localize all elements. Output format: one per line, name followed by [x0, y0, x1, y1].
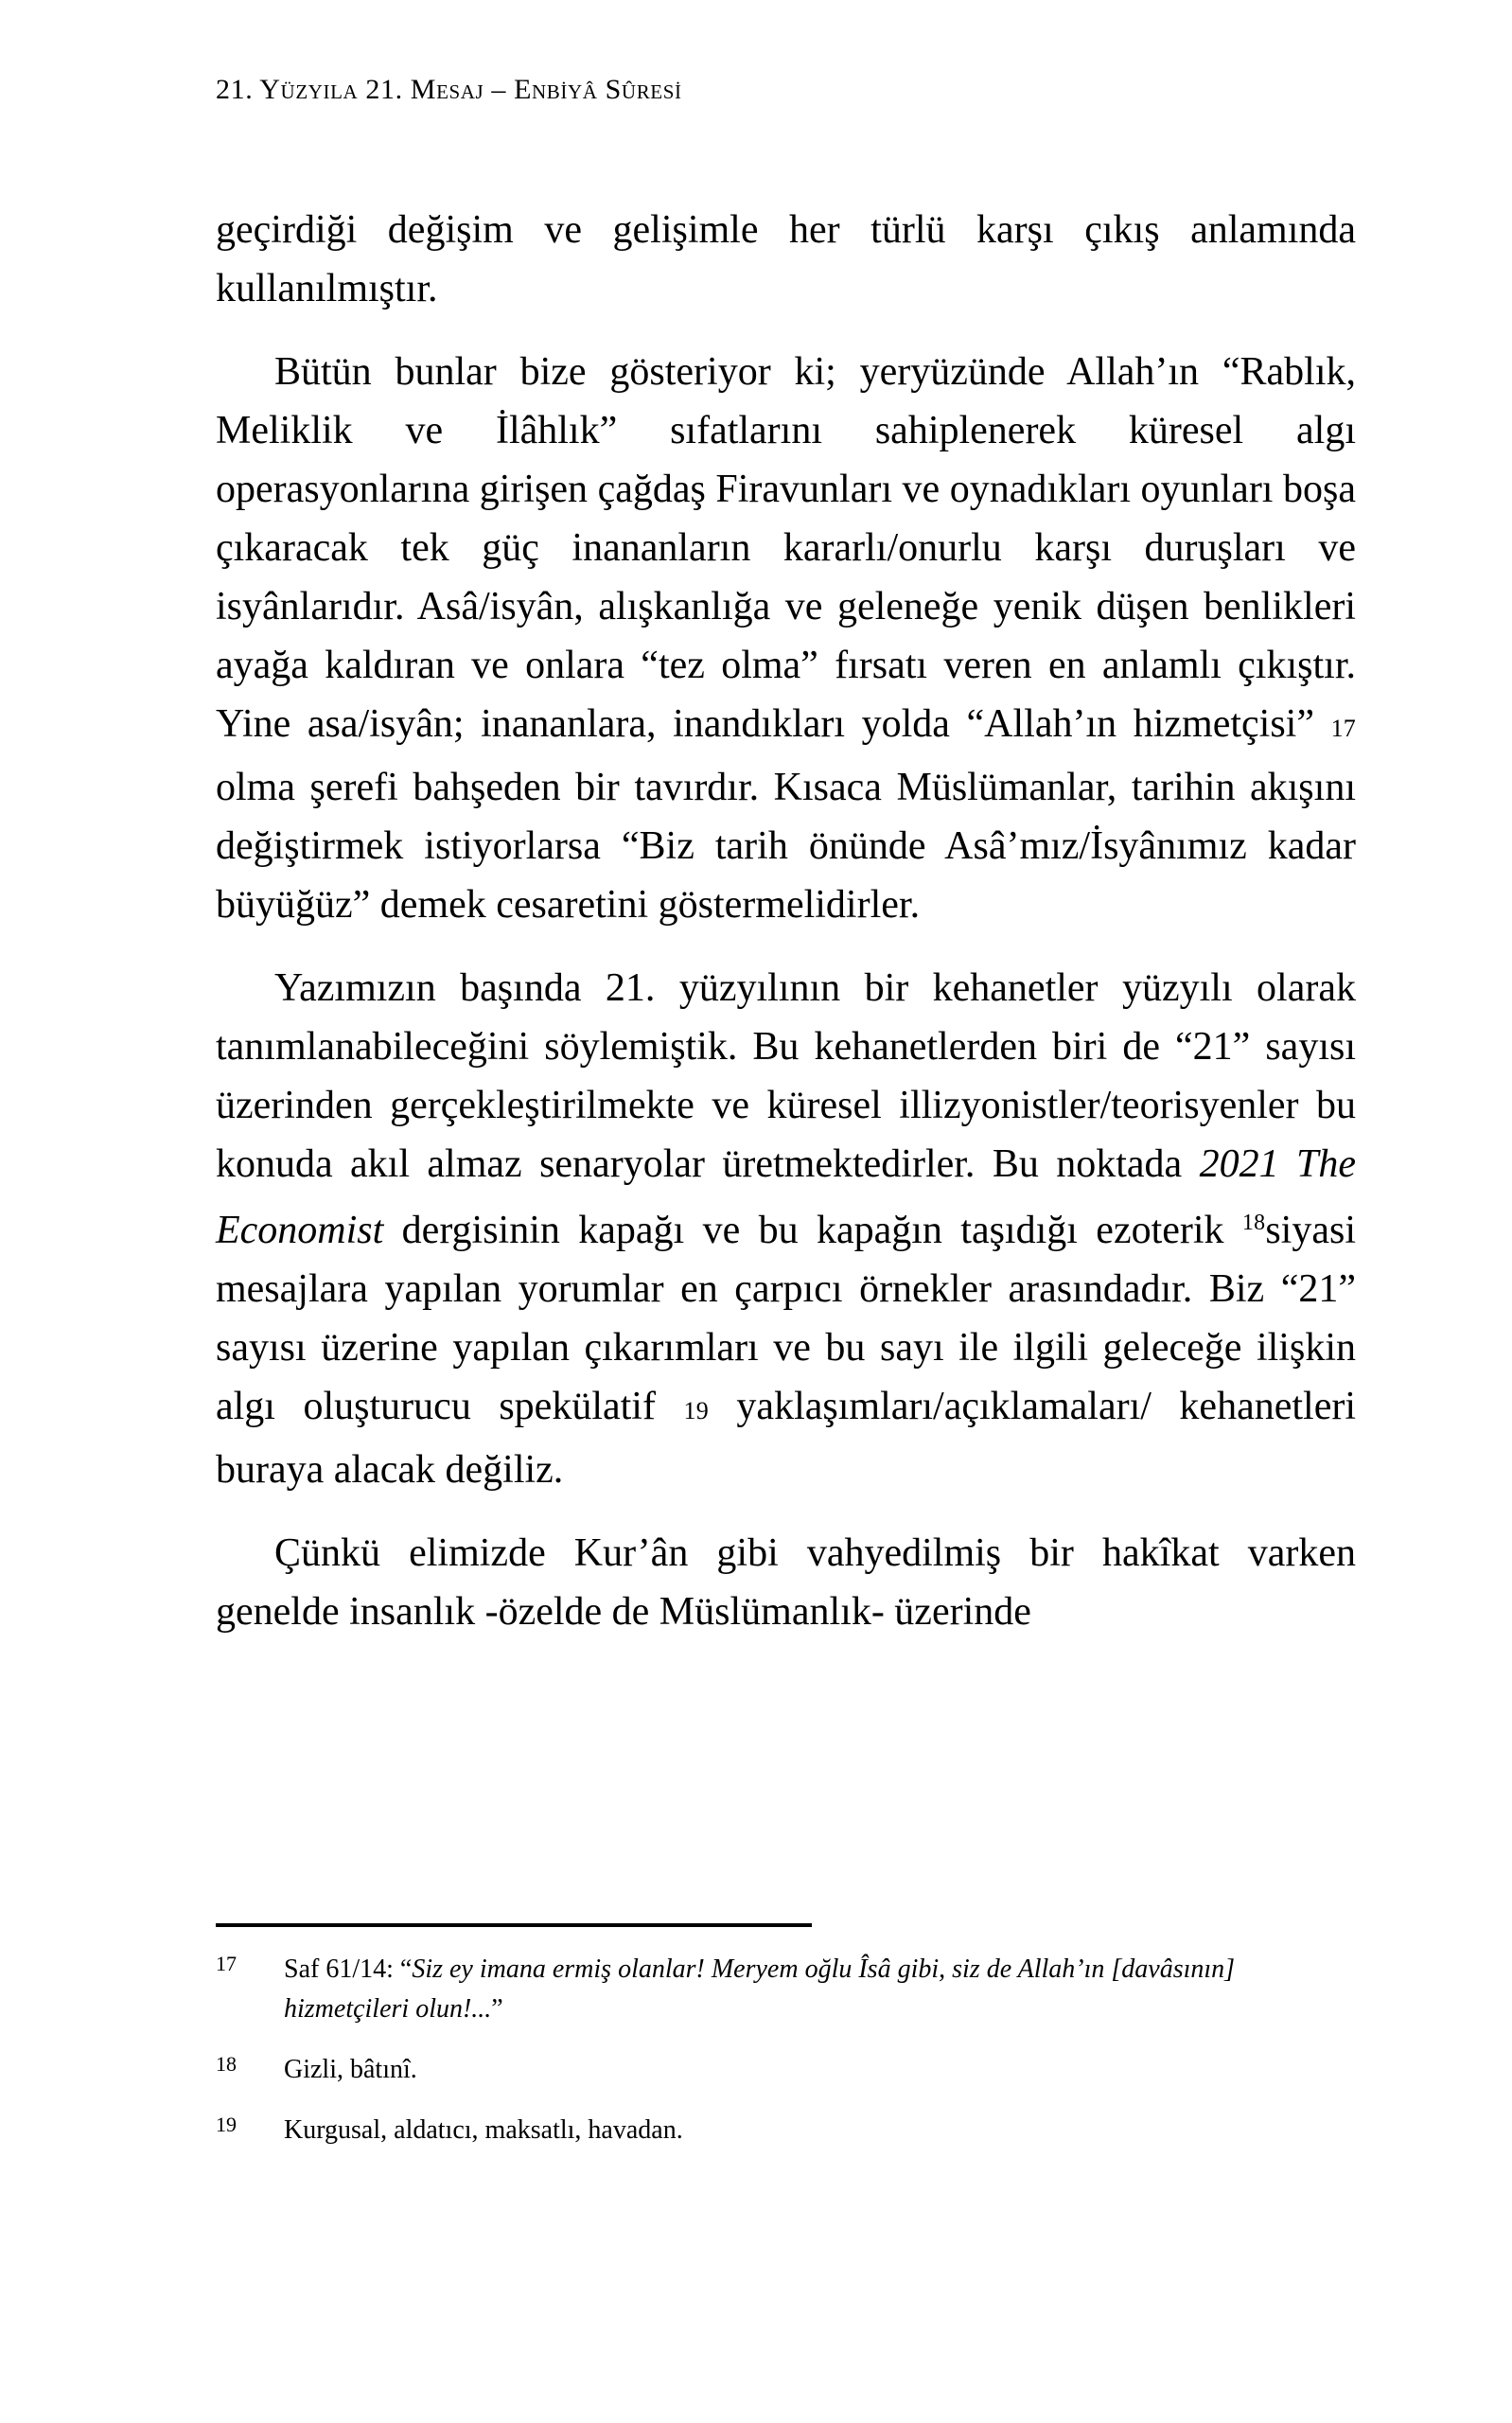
paragraph-cunku: Çünkü elimizde Kur’ân gibi vahyedilmiş bir hakîkat varken genelde insanlık -özelde de Müslümanlık- üzerinde — [216, 1531, 1356, 1634]
italic-run: Siz ey imana ermiş olanlar! Meryem oğlu Îsâ gibi, siz de Allah’ın [davâsının] hizmetçileri olun!... — [284, 1954, 1236, 2024]
paragraph-butun-bunlar: Bütün bunlar bize gösteriyor ki; yeryüzünde Allah’ın “Rablık, Meliklik ve İlâhlık” sıfatlarını sahiplenerek küresel algı operasyonlarına girişen çağdaş Firavunları ve oynadıkları oyunları boşa çıkaracak tek güç inananların kararlı/onurlu karşı duruşları ve isyânlarıdır. Asâ/isyân, alışkanlığa ve geleneğe yenik düşen benlikleri ayağa kaldıran ve onlara “tez olma” fırsatı veren en anlamlı çıkıştır. Yine asa/isyân; inananlara, inandıkları yolda “Allah’ın hizmetçisi” 17 olma şerefi bahşeden bir tavırdır. Kısaca Müslümanlar, tarihin akışını değiştirmek istiyorlarsa “Biz tarih önünde Asâ’mız/İsyânımız kadar büyüğüz” demek cesaretini göstermelidirler. — [216, 350, 1356, 927]
footnote-number-18: 18 — [216, 2052, 237, 2076]
footnote-reference-19[interactable]: 19 — [683, 1397, 709, 1424]
footnote-19 — [216, 2111, 1356, 2150]
footnote-17 — [216, 1950, 1356, 2029]
footnote-body-19: Kurgusal, aldatıcı, maksatlı, havadan. — [284, 2115, 683, 2145]
footnote-body-18: Gizli, bâtınî. — [284, 2055, 417, 2084]
paragraph-continuation: geçirdiği değişim ve gelişimle her türlü karşı çıkış anlamında kullanılmıştır. — [216, 208, 1356, 310]
footnote-reference-18[interactable]: 18 — [1241, 1211, 1266, 1235]
body-text-column — [216, 201, 1356, 1641]
footnote-separator-rule — [216, 1923, 812, 1927]
footnote-body-17: Saf 61/14: “Siz ey imana ermiş olanlar! Meryem oğlu Îsâ gibi, siz de Allah’ın [davâsının] hizmetçileri olun!...” — [284, 1954, 1236, 2024]
paragraph-yazimizin: Yazımızın başında 21. yüzyılının bir kehanetler yüzyılı olarak tanımlanabileceğini söylemiştik. Bu kehanetlerden biri de “21” sayısı üzerinden gerçekleştirilmekte ve küresel illizyonistler/teorisyenler bu konuda akıl almaz senaryolar üretmektedirler. Bu noktada 2021 The Economist dergisinin kapağı ve bu kapağın taşıdığı ezoterik $^{18}$siyasi mesajlara yapılan yorumlar en çarpıcı örnekler arasındadır. Biz “21” sayısı üzerine yapılan çıkarımları ve bu sayı ile ilgili geleceğe ilişkin algı oluşturucu spekülatif 19 yaklaşımları/açıklamaları/ kehanetleri buraya alacak değiliz. — [216, 966, 1356, 1492]
footnote-reference-17[interactable]: 17 — [1330, 715, 1356, 742]
footnote-number-19: 19 — [216, 2113, 237, 2136]
italic-run: 2021 The Economist — [216, 1142, 1356, 1252]
footnote-area — [216, 1923, 1356, 2171]
running-head: 21. Yüzyıla 21. Mesaj – Enbiyâ Sûresi — [216, 74, 682, 105]
footnote-18 — [216, 2050, 1356, 2090]
footnote-number-17: 17 — [216, 1952, 237, 1975]
